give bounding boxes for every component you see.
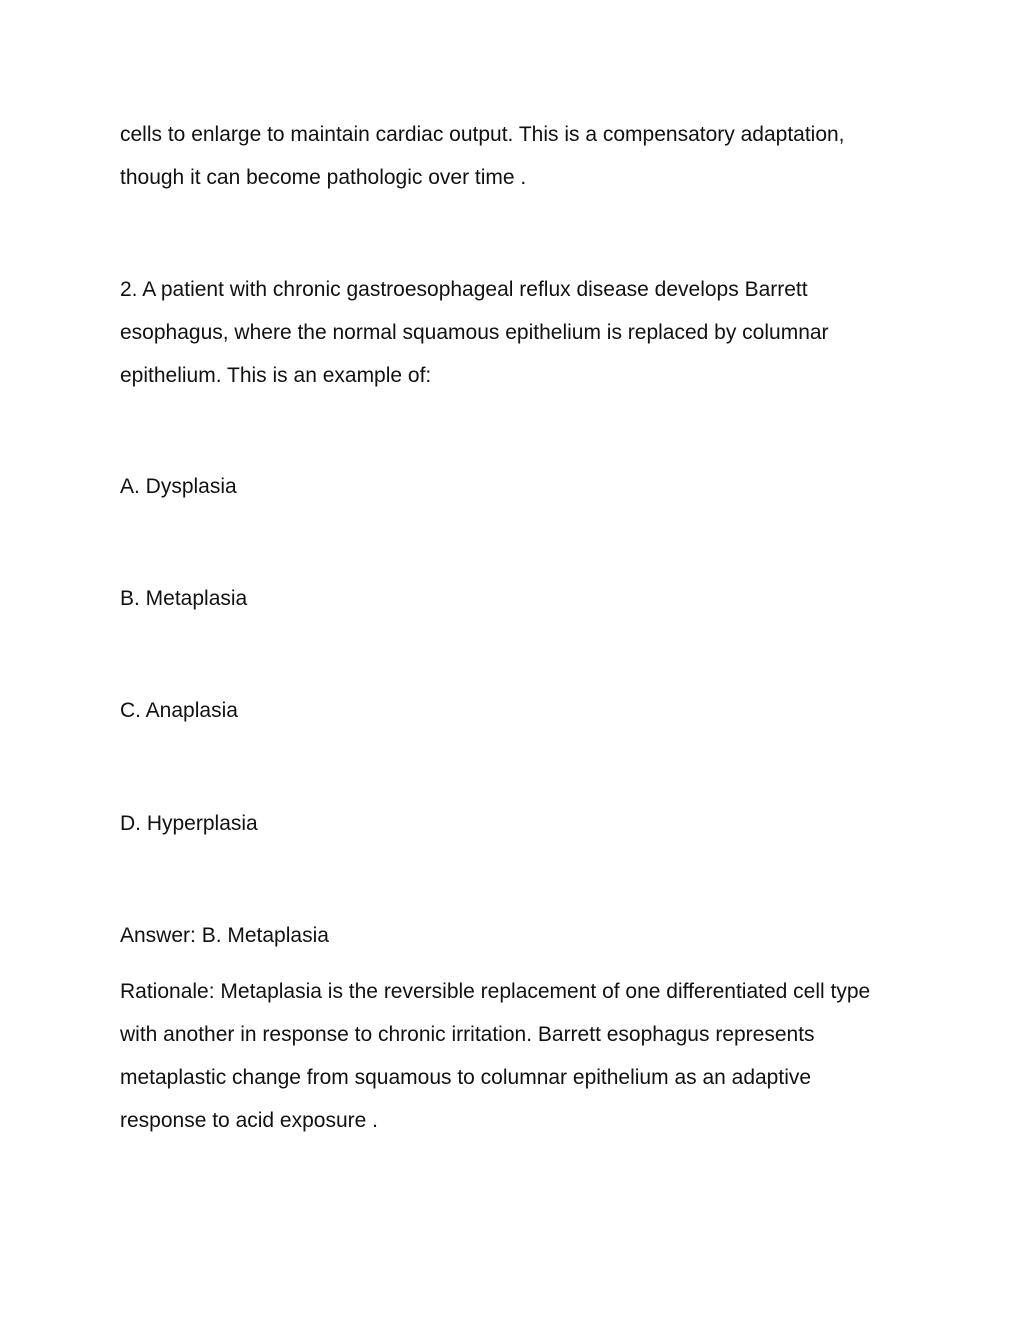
continuation-paragraph: [120, 113, 910, 199]
question-line: esophagus, where the normal squamous epithelium is replaced by columnar: [120, 321, 829, 344]
option-a-text: A. Dysplasia: [120, 475, 237, 498]
option-b: [120, 577, 910, 620]
rationale-line: Rationale: Metaplasia is the reversible replacement of one differentiated cell type: [120, 980, 871, 1003]
question-stem: [120, 268, 910, 397]
rationale-paragraph: [120, 970, 910, 1142]
option-c: [120, 689, 910, 732]
option-b-text: B. Metaplasia: [120, 587, 248, 610]
rationale-line: response to acid exposure .: [120, 1109, 378, 1132]
answer-line: [120, 914, 910, 957]
paragraph-line: cells to enlarge to maintain cardiac output. This is a compensatory adaptation,: [120, 123, 845, 146]
question-line: 2. A patient with chronic gastroesophageal reflux disease develops Barrett: [120, 278, 808, 301]
option-d-text: D. Hyperplasia: [120, 812, 258, 835]
question-line: epithelium. This is an example of:: [120, 364, 432, 387]
answer-text: Answer: B. Metaplasia: [120, 924, 329, 947]
paragraph-line: though it can become pathologic over time .: [120, 166, 527, 189]
rationale-line: with another in response to chronic irritation. Barrett esophagus represents: [120, 1023, 815, 1046]
option-c-text: C. Anaplasia: [120, 699, 238, 722]
option-d: [120, 802, 910, 845]
rationale-line: metaplastic change from squamous to columnar epithelium as an adaptive: [120, 1066, 812, 1089]
option-a: [120, 465, 910, 508]
